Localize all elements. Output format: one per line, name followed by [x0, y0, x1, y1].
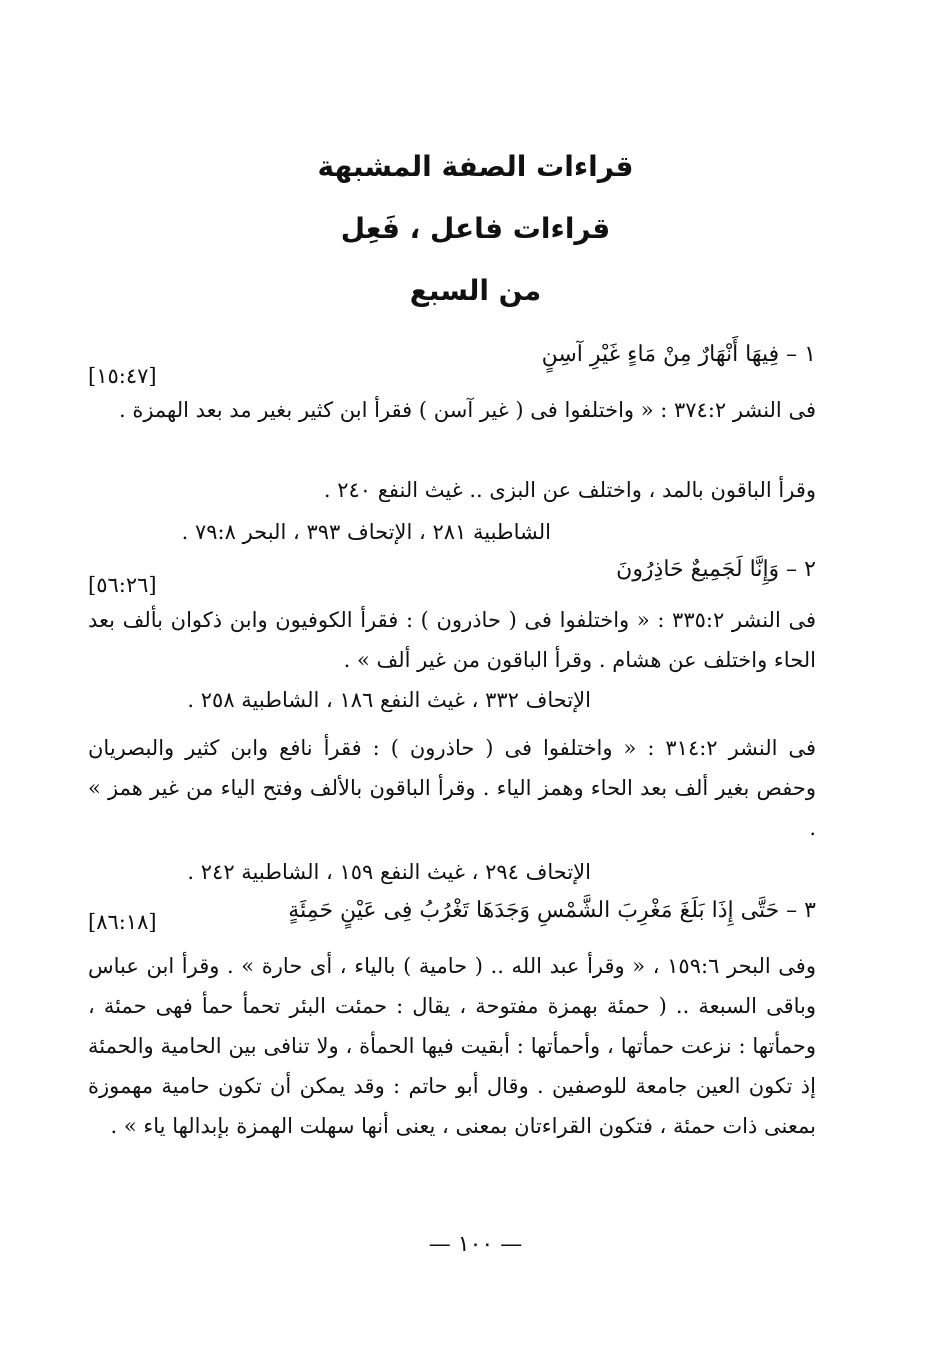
verse-2-ref: [٥٦:٢٦]	[88, 573, 157, 597]
page-number: — ١٠٠ —	[428, 1232, 523, 1257]
sources-2a: الإتحاف ٣٣٢ ، غيث النفع ١٨٦ ، الشاطبية ٢٥٨ .	[187, 688, 591, 712]
subtitle: قراءات فاعل ، فَعِل	[340, 212, 611, 245]
verse-3-ref: [٨٦:١٨]	[88, 910, 157, 934]
verse-2: ٢ – وَإِنَّا لَجَمِيعٌ حَاذِرُونَ	[616, 557, 816, 582]
paragraph-nashr-2a: فى النشر ٣٣٥:٢ : « واختلفوا فى ( حاذرون ) : فقرأ الكوفيون وابن ذكوان بألف بعد الحاء واختلف عن هشام . وقرأ الباقون من غير ألف » .	[88, 608, 816, 672]
verse-1-ref: [١٥:٤٧]	[88, 364, 157, 388]
paragraph-bahr-3: وفى البحر ١٥٩:٦ ، « وقرأ عبد الله .. ( حامية ) بالياء ، أى حارة » . وقرأ ابن عباس وباقى السبعة .. ( حمئة بهمزة مفتوحة ، يقال : حمئت البئر تحمأ حمأ فهى حمئة ، وحمأتها : نزعت حمأتها ، وأحمأتها : أبقيت فيها الحمأة ، ولا تنافى بين الحامية والحمئة إذ تكون العين جامعة للوصفين . وقال أبو حاتم : وقد يمكن أن تكون حامية مهموزة بمعنى ذات حمئة ، فتكون القراءتان بمعنى ، يعنى أنها سهلت الهمزة بإبدالها ياء » .	[88, 954, 816, 1138]
verse-1: ١ – فِيهَا أَنْهَارٌ مِنْ مَاءٍ غَيْرِ آسِنٍ	[541, 342, 816, 367]
paragraph-baqun-1: وقرأ الباقون بالمد ، واختلف عن البزى .. غيث النفع ٢٤٠ .	[323, 478, 816, 502]
sources-1: الشاطبية ٢٨١ ، الإتحاف ٣٩٣ ، البحر ٧٩:٨ .	[181, 520, 551, 544]
main-title: قراءات الصفة المشبهة	[317, 150, 634, 183]
verse-3: ٣ – حَتَّى إِذَا بَلَغَ مَغْرِبَ الشَّمْسِ وَجَدَهَا تَغْرُبُ فِى عَيْنٍ حَمِئَةٍ	[288, 898, 816, 923]
sources-2b: الإتحاف ٢٩٤ ، غيث النفع ١٥٩ ، الشاطبية ٢٤٢ .	[187, 860, 591, 884]
subtitle-sab: من السبع	[409, 274, 542, 307]
paragraph-nashr-2b: فى النشر ٣١٤:٢ : « واختلفوا فى ( حاذرون ) : فقرأ نافع وابن كثير والبصريان وحفص بغير ألف بعد الحاء وهمز الياء . وقرأ الباقون بالألف وفتح الياء من غير همز » .	[88, 736, 816, 840]
paragraph-nashr-1: فى النشر ٣٧٤:٢ : « واختلفوا فى ( غير آسن ) فقرأ ابن كثير بغير مد بعد الهمزة .	[118, 398, 816, 422]
